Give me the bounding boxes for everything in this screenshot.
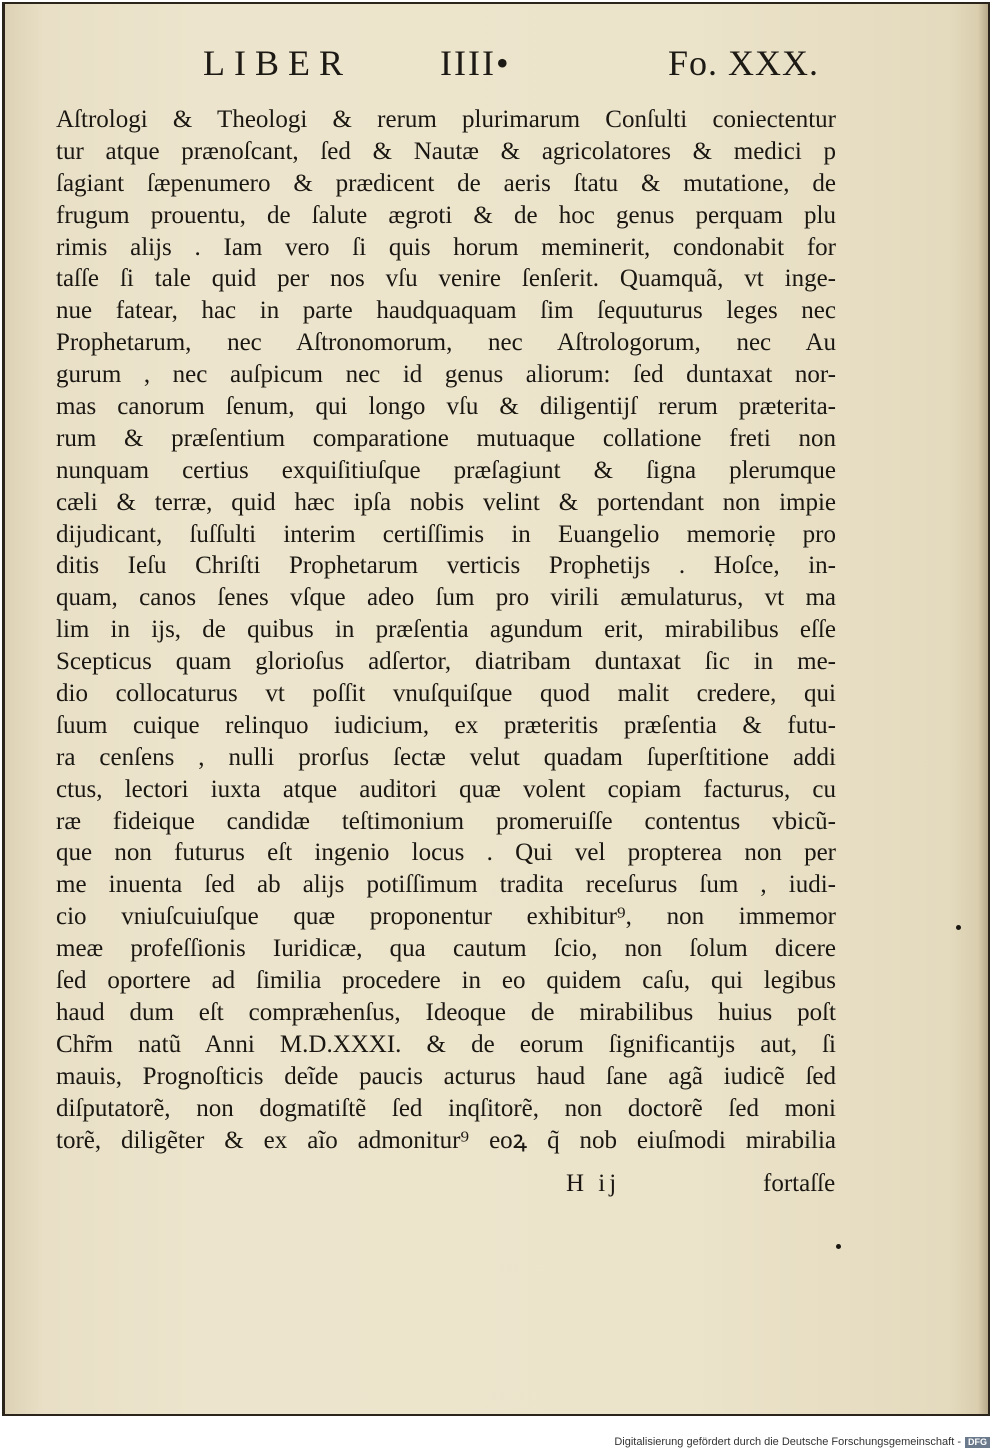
text-line: me inuenta ſed ab alijs potiſſimum tradita receſurus ſum , iudi- (56, 871, 836, 899)
text-line: taſſe ſi tale quid per nos vſu venire ſenſerit. Quamquã, vt inge- (56, 265, 836, 293)
text-line: quam, canos ſenes vſque adeo ſum pro virili æmulaturus, vt ma (56, 584, 836, 612)
catchword-row (56, 1170, 836, 1204)
text-line: dijudicant, ſuſſulti interim certiſſimis in Euangelio memoriẹ pro (56, 520, 836, 548)
text-line: diſputatorẽ, non dogmatiſtẽ ſed inqſitorẽ, non doctorẽ ſed moni (56, 1094, 836, 1122)
text-line: nue fatear, hac in parte haudquaquam ſim ſequuturus leges nec (56, 297, 836, 325)
ink-speck (956, 925, 961, 930)
text-line: Aſtrologi & Theologi & rerum plurimarum Conſulti coniectentur (56, 106, 836, 133)
signature-mark: H ij (566, 1170, 621, 1197)
catchword: fortaſſe (763, 1170, 836, 1197)
text-line: que non futurus eſt ingenio locus . Qui vel propterea non per (56, 839, 836, 867)
text-line: nunquam certius exquiſitiuſque præſagiunt & ſigna plerumque (56, 456, 836, 484)
text-line: ſuum cuique relinquo iudicium, ex præteritis præſentia & futu- (56, 711, 836, 739)
text-line: rimis alijs . Iam vero ſi quis horum meminerit, condonabit for (56, 233, 836, 261)
text-line: tur atque prænoſcant, ſed & Nautæ & agricolatores & medici p (56, 137, 836, 165)
text-line: ctus, lectori iuxta atque auditori quæ volent copiam facturus, cu (56, 775, 836, 803)
running-head-book-number: IIII• (440, 43, 511, 83)
text-line: rum & præſentium comparatione mutuaque collatione freti non (56, 424, 836, 452)
page-edge-shadow (978, 4, 988, 1414)
text-line: mas canorum ſenum, qui longo vſu & diligentijſ rerum præterita- (56, 393, 836, 421)
text-line: mauis, Prognoſticis deĩde paucis acturus haud ſane agã iudicẽ ſed (56, 1062, 836, 1090)
text-line: Chr̃m natũ Anni M.D.XXXI. & de eorum ſignificantijs aut, ſi (56, 1030, 836, 1058)
running-head-folio: Fo. XXX. (668, 43, 820, 83)
text-line: meæ profeſſionis Iuridicæ, qua cautum ſcio, non ſolum dicere (56, 935, 836, 963)
text-line: ræ fideique candidæ teſtimonium promeruiſſe contentus vbicũ- (56, 807, 836, 835)
text-line: cæli & terræ, quid hæc ipſa nobis velint & portendant non impie (56, 488, 836, 516)
text-line: dio collocaturus vt poſſit vnuſquiſque quod malit credere, qui (56, 680, 836, 708)
text-line: lim in ijs, de quibus in præſentia agundum erit, mirabilibus eſſe (56, 616, 836, 644)
text-line: frugum prouentu, de ſalute ægroti & de hoc genus perquam plu (56, 201, 836, 229)
text-line: ditis Ieſu Chriſti Prophetarum verticis Prophetijs . Hoſce, in- (56, 552, 836, 580)
text-line: cio vniuſcuiuſque quæ proponentur exhibitur⁹, non immemor (56, 903, 836, 931)
ink-speck (836, 1244, 841, 1249)
text-line: haud dum eſt compræhenſus, Ideoque de mirabilibus huius poſt (56, 998, 836, 1026)
footer-bar (0, 1418, 1000, 1453)
dfg-logo-icon: DFG (965, 1437, 990, 1448)
running-head-book-label: LIBER (203, 43, 352, 83)
dfg-credit (614, 1436, 990, 1448)
dfg-credit-text: Digitalisierung gefördert durch die Deutsche Forschungsgemeinschaft - (614, 1436, 961, 1448)
running-head (0, 42, 1000, 102)
text-line: Prophetarum, nec Aſtronomorum, nec Aſtrologorum, nec Au (56, 329, 836, 357)
text-line: Scepticus quam glorioſus adſertor, diatribam duntaxat ſic in me- (56, 648, 836, 676)
text-line: ſagiant ſæpenumero & prædicent de aeris ſtatu & mutatione, de (56, 169, 836, 197)
text-line: ſed oportere ad ſimilia procedere in eo quidem caſu, qui legibus (56, 967, 836, 995)
text-line: torẽ, diligẽter & ex aĩo admonitur⁹ eoꝝ q̃ nob eiuſmodi mirabilia (56, 1126, 836, 1154)
text-line: gurum , nec auſpicum nec id genus aliorum: ſed duntaxat nor- (56, 361, 836, 389)
text-line: ra cenſens , nulli prorſus ſectæ velut quadam ſuperſtitione addi (56, 743, 836, 771)
body-text (56, 104, 836, 1156)
